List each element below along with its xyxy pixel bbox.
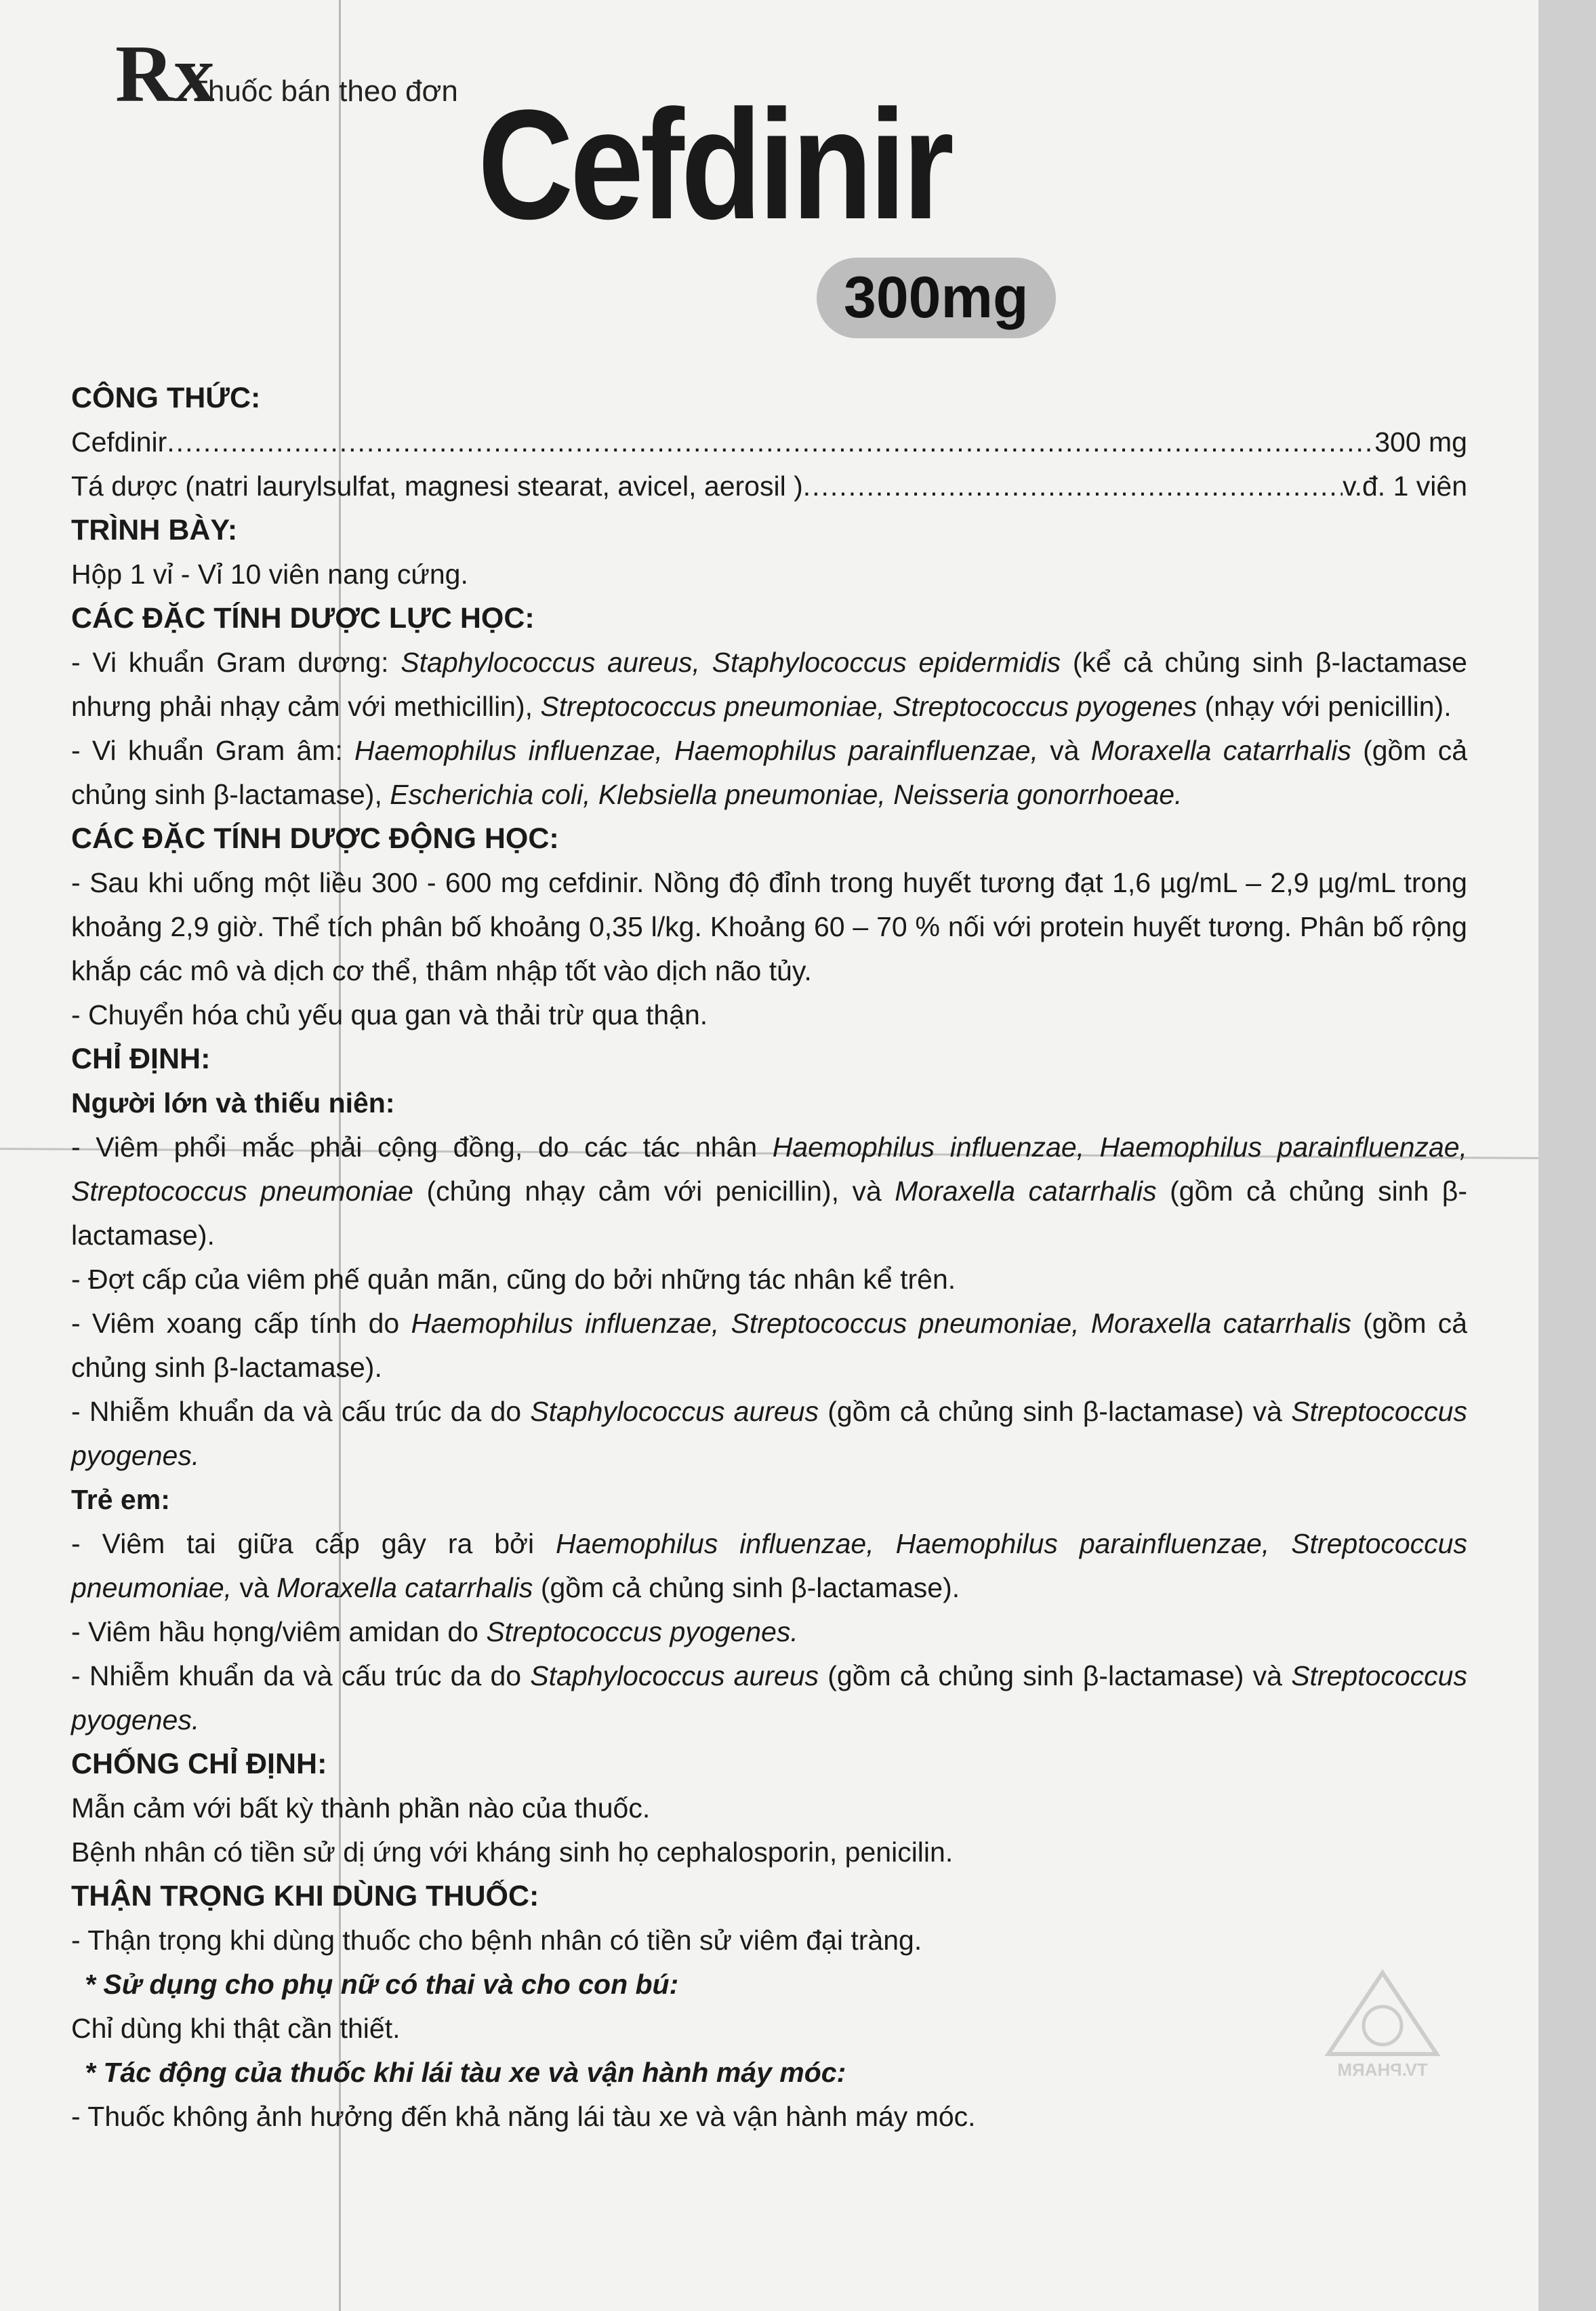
section-title-dong-hoc: CÁC ĐẶC TÍNH DƯỢC ĐỘNG HỌC: — [71, 822, 559, 855]
gram-negative-paragraph: - Vi khuẩn Gram âm: Haemophilus influenzae, Haemophilus parainfluenzae, và Moraxella catarrhalis (gồm cả chủng sinh β-lactamase), Escherichia coli, Klebsiella pneumoniae, Neisseria gonorrhoeae. — [71, 735, 1468, 810]
driving-note-title: * Tác động của thuốc khi lái tàu xe và vận hành máy móc: — [85, 2057, 846, 2088]
dot-leader — [803, 464, 1343, 508]
adult-subtitle: Người lớn và thiếu niên: — [71, 1087, 395, 1119]
indication-skin-adult: - Nhiễm khuẩn da và cấu trúc da do Staphylococcus aureus (gồm cả chủng sinh β-lactamase) và Streptococcus pyogenes. — [71, 1396, 1467, 1471]
formula-value: 300 mg — [1374, 426, 1467, 458]
section-title-duoc-luc: CÁC ĐẶC TÍNH DƯỢC LỰC HỌC: — [71, 602, 535, 635]
pregnancy-note-text: Chỉ dùng khi thật cần thiết. — [71, 2013, 401, 2044]
indication-pharyngitis: - Viêm hầu họng/viêm amidan do Streptococcus pyogenes. — [71, 1616, 798, 1647]
gram-positive-paragraph: - Vi khuẩn Gram dương: Staphylococcus aureus, Staphylococcus epidermidis (kể cả chủng sinh β-lactamase nhưng phải nhạy cảm với methicillin), Streptococcus pneumoniae, Streptococcus pyogenes (nhạy với penicillin). — [71, 647, 1467, 722]
section-title-chong-chi-dinh: CHỐNG CHỈ ĐỊNH: — [71, 1748, 327, 1780]
pregnancy-note-title: * Sử dụng cho phụ nữ có thai và cho con bú: — [85, 1969, 679, 2000]
svg-text:TV.PHARM: TV.PHARM — [1337, 2059, 1428, 2080]
leaflet-header — [0, 0, 1538, 380]
section-title-trinh-bay: TRÌNH BÀY: — [71, 514, 238, 546]
metabolism-paragraph: - Chuyển hóa chủ yếu qua gan và thải trừ qua thận. — [71, 999, 708, 1030]
prescription-label: Thuốc bán theo đơn — [190, 75, 458, 108]
scan-margin — [1538, 0, 1596, 2311]
packaging-text: Hộp 1 vỉ - Vỉ 10 viên nang cứng. — [71, 559, 468, 590]
section-title-chi-dinh: CHỈ ĐỊNH: — [71, 1043, 211, 1075]
indication-pneumonia: - Viêm phổi mắc phải cộng đồng, do các tác nhân Haemophilus influenzae, Haemophilus parainfluenzae, Streptococcus pneumoniae (chủng nhạy cảm với penicillin), và Moraxella catarrhalis (gồm cả chủng sinh β-lactamase). — [71, 1131, 1468, 1251]
contraindication-2: Bệnh nhân có tiền sử dị ứng với kháng sinh họ cephalosporin, penicilin. — [71, 1836, 954, 1868]
precaution-colitis: - Thận trọng khi dùng thuốc cho bệnh nhân có tiền sử viêm đại tràng. — [71, 1925, 922, 1956]
formula-label: Cefdinir — [71, 426, 167, 458]
formula-value: v.đ. 1 viên — [1343, 470, 1467, 502]
formula-row-excipients — [71, 464, 1467, 508]
indication-bronchitis: - Đợt cấp của viêm phế quản mãn, cũng do bởi những tác nhân kể trên. — [71, 1264, 956, 1295]
indication-sinusitis: - Viêm xoang cấp tính do Haemophilus influenzae, Streptococcus pneumoniae, Moraxella catarrhalis (gồm cả chủng sinh β-lactamase). — [71, 1308, 1468, 1383]
pharmacokinetics-paragraph: - Sau khi uống một liều 300 - 600 mg cefdinir. Nồng độ đỉnh trong huyết tương đạt 1,6 µg/mL – 2,9 µg/mL trong khoảng 2,9 giờ. Thể tích phân bố khoảng 0,35 l/kg. Khoảng 60 – 70 % nối với protein huyết tương. Phân bố rộng khắp các mô và dịch cơ thể, thâm nhập tốt vào dịch não tủy. — [71, 867, 1467, 986]
indication-otitis: - Viêm tai giữa cấp gây ra bởi Haemophilus influenzae, Haemophilus parainfluenzae, Streptococcus pneumoniae, và Moraxella catarrhalis (gồm cả chủng sinh β-lactamase). — [71, 1528, 1467, 1603]
formula-label: Tá dược (natri laurylsulfat, magnesi stearat, avicel, aerosil ) — [71, 470, 803, 502]
section-title-than-trong: THẬN TRỌNG KHI DÙNG THUỐC: — [71, 1880, 539, 1912]
leaflet-content — [71, 376, 1467, 2139]
child-subtitle: Trẻ em: — [71, 1484, 170, 1515]
dot-leader — [167, 420, 1374, 464]
indication-skin-child: - Nhiễm khuẩn da và cấu trúc da do Staphylococcus aureus (gồm cả chủng sinh β-lactamase) và Streptococcus pyogenes. — [71, 1660, 1467, 1735]
manufacturer-logo-icon — [1322, 1966, 1444, 2081]
dose-badge: 300mg — [817, 258, 1056, 338]
rx-symbol: Rx — [115, 28, 215, 119]
section-title-cong-thuc: CÔNG THỨC: — [71, 382, 261, 414]
formula-row-cefdinir — [71, 420, 1467, 464]
contraindication-1: Mẫn cảm với bất kỳ thành phần nào của thuốc. — [71, 1792, 651, 1824]
brand-name: Cefdinir — [478, 77, 951, 252]
driving-note-text: - Thuốc không ảnh hưởng đến khả năng lái tàu xe và vận hành máy móc. — [71, 2101, 976, 2132]
